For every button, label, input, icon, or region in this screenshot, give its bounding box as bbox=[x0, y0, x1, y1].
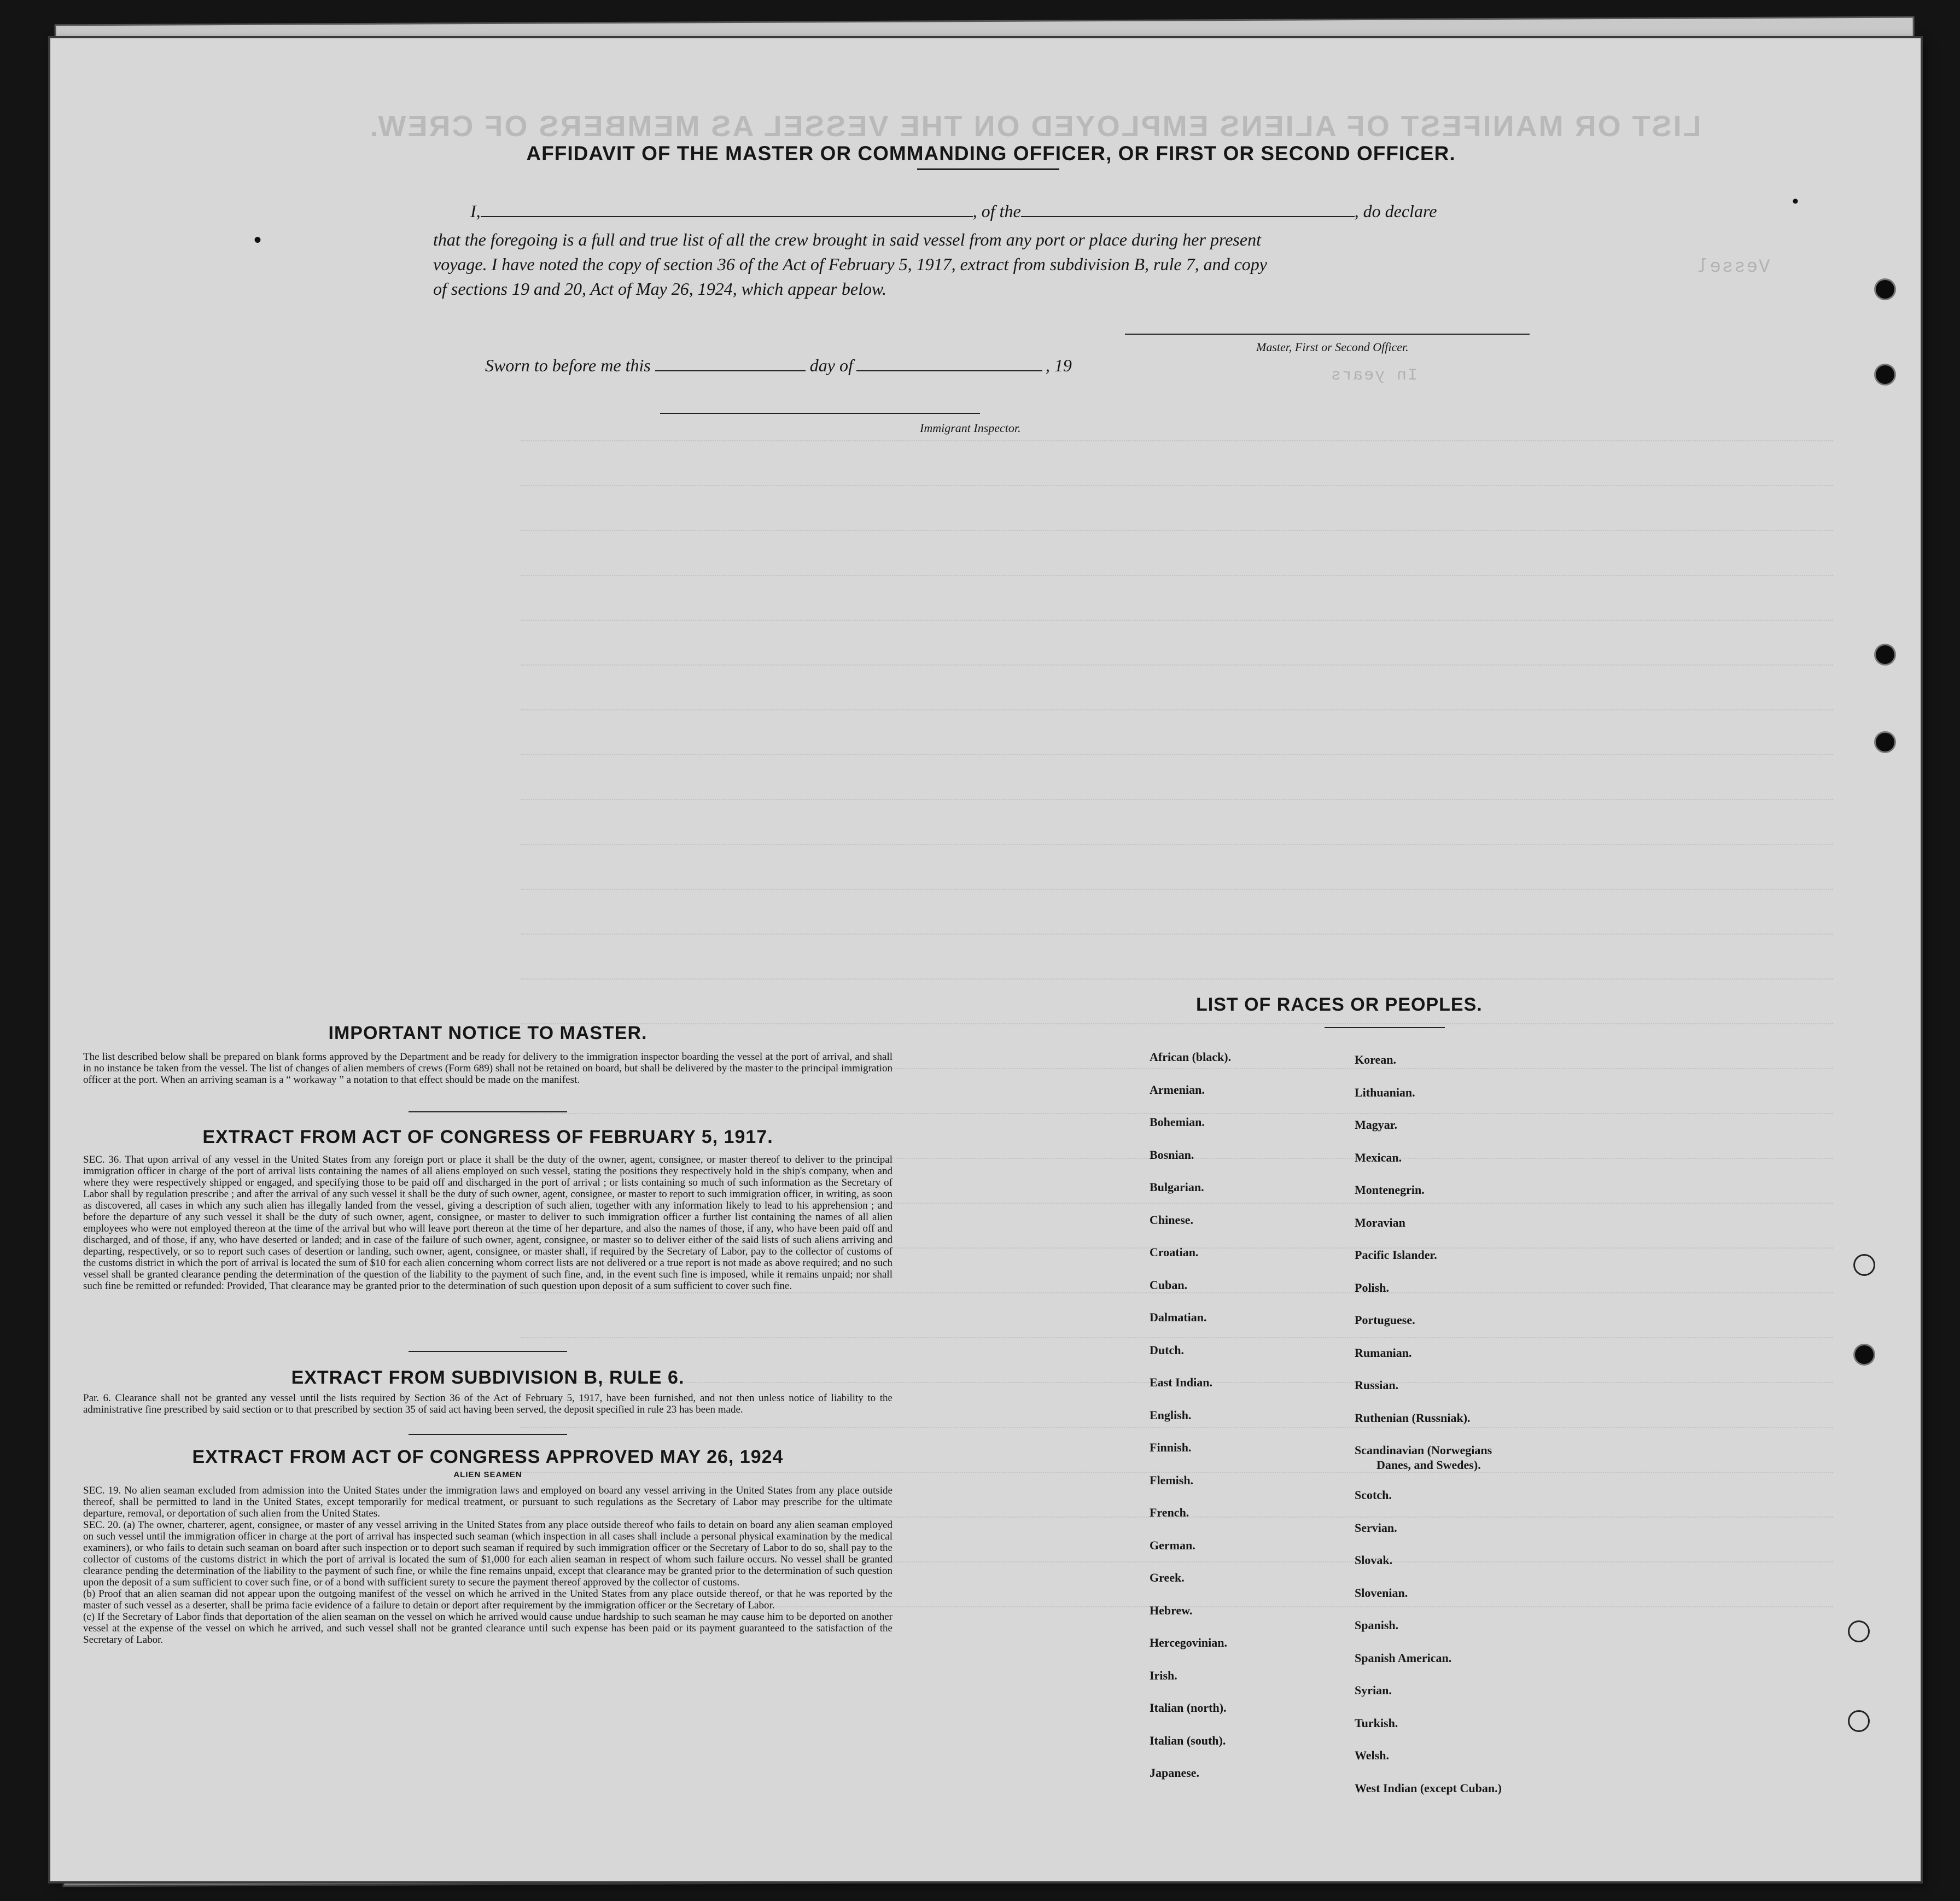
bleed-through-row bbox=[521, 569, 1833, 576]
races-rule bbox=[1325, 1027, 1445, 1028]
subdivision-b-text: Par. 6. Clearance shall not be granted any vessel until the lists required by Section 36 of the Act of February 5, 1917, have been furnished, and not then unless notice of liability to the administrative fine prescribed by said section or to that prescribed by section 35 of said act having been served, the deposit specified in rule 23 has been made. bbox=[83, 1392, 892, 1415]
bleed-through-row bbox=[521, 659, 1833, 666]
race-item: Welsh. bbox=[1355, 1748, 1389, 1763]
race-item: Syrian. bbox=[1355, 1683, 1392, 1698]
bleed-through-years: In years bbox=[1330, 366, 1418, 385]
title-rule bbox=[917, 168, 1059, 170]
race-item: Slovak. bbox=[1355, 1553, 1393, 1567]
i-label: I, bbox=[470, 201, 481, 221]
race-item: Korean. bbox=[1355, 1053, 1396, 1066]
race-item: Spanish. bbox=[1355, 1618, 1399, 1632]
race-item: Portuguese. bbox=[1355, 1313, 1415, 1327]
affidavit-line-3: of sections 19 and 20, Act of May 26, 1924, which appear below. bbox=[433, 279, 886, 299]
affidavit-line-1: that the foregoing is a full and true list of all the crew brought in said vessel from any port or place during her present bbox=[433, 230, 1261, 249]
races-title: LIST OF RACES OR PEOPLES. bbox=[1196, 994, 1483, 1015]
race-item: Ruthenian (Russniak). bbox=[1355, 1410, 1471, 1425]
master-signature-line bbox=[1125, 334, 1530, 335]
sworn-line bbox=[485, 355, 1072, 376]
binder-hole bbox=[1850, 1712, 1868, 1730]
extract-1924-subtitle: ALIEN SEAMEN bbox=[453, 1470, 522, 1479]
extract-1924-body bbox=[83, 1485, 892, 1646]
race-item: Polish. bbox=[1355, 1280, 1389, 1294]
race-item: Japanese. bbox=[1150, 1766, 1200, 1780]
binder-hole bbox=[1850, 1622, 1868, 1641]
inspector-signature-line bbox=[660, 413, 980, 414]
extract-1917-title: EXTRACT FROM ACT OF CONGRESS OF FEBRUARY 5, 1917. bbox=[202, 1127, 773, 1147]
affidavit-declaration-line bbox=[470, 201, 1542, 221]
bleed-through-row bbox=[521, 524, 1833, 531]
race-item: Scandinavian (Norwegians bbox=[1355, 1443, 1492, 1457]
race-item: Italian (south). bbox=[1150, 1733, 1226, 1747]
do-declare-label: , do declare bbox=[1354, 201, 1437, 221]
race-item: Bosnian. bbox=[1150, 1147, 1194, 1162]
race-item: Greek. bbox=[1150, 1571, 1185, 1584]
day-of-label: day of bbox=[809, 355, 853, 375]
sworn-label: Sworn to before me this bbox=[485, 355, 651, 375]
master-signature-label: Master, First or Second Officer. bbox=[1256, 340, 1409, 354]
bleed-through-row bbox=[521, 1332, 1833, 1338]
race-item: East Indian. bbox=[1150, 1375, 1212, 1389]
bleed-through-row bbox=[521, 480, 1833, 486]
bleed-through-row bbox=[521, 794, 1833, 800]
sworn-day-blank bbox=[655, 370, 806, 371]
race-item: Pacific Islander. bbox=[1355, 1248, 1437, 1262]
race-item: West Indian (except Cuban.) bbox=[1355, 1781, 1502, 1795]
race-item: Slovenian. bbox=[1355, 1585, 1408, 1600]
bleed-through-row bbox=[521, 614, 1833, 621]
extract-1924-sec-20c: (c) If the Secretary of Labor finds that deportation of the alien seaman on the vessel on which he arrived would cause undue hardship to such seaman he may cause him to be deported on another vessel at the expense of the vessel on which he arrived, and such vessel shall not be granted clearance until such expense has been paid or its payment guaranteed to the satisfaction of the Secretary of Labor. bbox=[83, 1611, 892, 1646]
notice-text: The list described below shall be prepared on blank forms approved by the Department and be ready for delivery to the immigration inspector boarding the vessel at the port of arrival, and shall in no instance be taken from the vessel. The list of changes of alien members of crews (Form 689) shall not be retained on board, but shall be delivered by the master to the principal immigration officer at the port. When an arriving seaman is a “ workaway ” a notation to that effect should be made on the manifest. bbox=[83, 1051, 892, 1086]
affidavit-body bbox=[433, 228, 1560, 301]
bleed-through-row bbox=[521, 883, 1833, 890]
race-item: Irish. bbox=[1150, 1668, 1177, 1682]
bleed-through-row bbox=[521, 1421, 1833, 1428]
race-item: Magyar. bbox=[1355, 1118, 1398, 1132]
binder-hole bbox=[1876, 365, 1894, 384]
name-blank bbox=[481, 216, 973, 217]
race-item: French. bbox=[1150, 1506, 1189, 1519]
binder-hole bbox=[1855, 1345, 1874, 1364]
ink-mark: • bbox=[254, 228, 262, 252]
bleed-through-row bbox=[521, 704, 1833, 710]
year-label: , 19 bbox=[1045, 355, 1072, 375]
subdivision-b-title: EXTRACT FROM SUBDIVISION B, RULE 6. bbox=[291, 1367, 685, 1388]
bleed-through-row bbox=[521, 838, 1833, 845]
race-item: Cuban. bbox=[1150, 1278, 1188, 1292]
race-item: Chinese. bbox=[1150, 1212, 1194, 1227]
binder-hole bbox=[1876, 280, 1894, 299]
race-item: African (black). bbox=[1150, 1050, 1232, 1064]
bleed-through-row bbox=[521, 749, 1833, 755]
race-item: Bulgarian. bbox=[1150, 1180, 1204, 1194]
race-item: Spanish American. bbox=[1355, 1651, 1452, 1665]
race-item: Rumanian. bbox=[1355, 1345, 1412, 1360]
bleed-through-row bbox=[521, 973, 1833, 979]
race-item: Armenian. bbox=[1150, 1082, 1205, 1097]
affidavit-title: AFFIDAVIT OF THE MASTER OR COMMANDING OFFICER, OR FIRST OR SECOND OFFICER. bbox=[526, 142, 1456, 165]
race-item: Servian. bbox=[1355, 1520, 1397, 1535]
race-item: Turkish. bbox=[1355, 1716, 1398, 1730]
race-item: Flemish. bbox=[1150, 1473, 1194, 1487]
extract-1917-text: SEC. 36. That upon arrival of any vessel in the United States from any foreign port or place it shall be the duty of the owner, agent, consignee, or master thereof to deliver to the principal immigration officer in charge of the port of arrival lists containing the names of all aliens employed on such vessel, stating the positions they respectively hold in the ship's company, when and where they were respectively shipped or engaged, and specifying those to be paid off and discharged in the port of arrival ; or lists containing so much of such information as the Secretary of Labor shall by regulation prescribe ; and after the arrival of any such vessel it shall be the duty of such owner, agent, consignee, or master to report to such immigration officer, in writing, as soon as discovered, all cases in which any such alien has illegally landed from the vessel, giving a description of such alien, together with any information likely to lead to his apprehension ; and before the departure of any such vessel it shall be the duty of such owner, agent, consignee, or master to deliver to such immigration officer a further list containing the names of all alien employees who were not employed thereon at the time of the arrival but who will leave port thereon at the time of her departure, and also the names of those, if any, who have been paid off and discharged, and of those, if any, who have deserted or landed; and in case of the failure of such owner, agent, consignee, or master so to deliver either of the said lists of such aliens arriving and departing, respectively, or so to report such cases of desertion or landing, such owner, agent, consignee, or master shall, if required by the Secretary of Labor, pay to the collector of customs of the customs district in which the port of arrival is located the sum of $10 for each alien concerning whom correct lists are not delivered or a true report is not made as above required; and no such vessel shall be granted clearance pending the determination of the question of the liability to the payment of such fine, and, in the event such fine is imposed, while it remains unpaid; nor shall such fine be remitted or refunded: Provided, That clearance may be granted prior to the determination of such question upon deposit of a sum sufficient to cover such fine. bbox=[83, 1154, 892, 1292]
race-item: Dalmatian. bbox=[1150, 1310, 1207, 1324]
vessel-blank bbox=[1021, 216, 1355, 217]
binder-hole bbox=[1876, 733, 1894, 751]
race-item: Scotch. bbox=[1355, 1488, 1392, 1502]
bleed-through-row bbox=[521, 1107, 1833, 1114]
extract-1924-sec-19: SEC. 19. No alien seaman excluded from admission into the United States under the immigration laws and employed on board any vessel arriving in the United States from any place outside thereof, shall be permitted to land in the United States, except temporarily for medical treatment, or pursuant to such regulations as the Secretary of Labor may prescribe for the ultimate departure, removal, or deportation of such alien from the United States. bbox=[83, 1485, 892, 1519]
race-item: English. bbox=[1150, 1408, 1192, 1422]
subdivision-b-rule bbox=[409, 1434, 567, 1435]
race-item: Moravian bbox=[1355, 1215, 1405, 1229]
ink-mark: • bbox=[1792, 191, 1799, 212]
extract-1924-sec-20b: (b) Proof that an alien seaman did not appear upon the outgoing manifest of the vessel on which he arrived in the United States from any place outside thereof, or that he was reported by the master of such vessel as a deserter, shall be prima facie evidence of a failure to detain or deport after requirement by the immigration officer or the Secretary of Labor. bbox=[83, 1588, 892, 1611]
of-the-label: , of the bbox=[972, 201, 1021, 221]
bleed-through-row bbox=[521, 435, 1833, 441]
notice-title: IMPORTANT NOTICE TO MASTER. bbox=[328, 1023, 648, 1043]
race-item: Montenegrin. bbox=[1355, 1183, 1425, 1197]
race-item: Hebrew. bbox=[1150, 1603, 1193, 1617]
race-item: Italian (north). bbox=[1150, 1701, 1227, 1715]
extract-1924-title: EXTRACT FROM ACT OF CONGRESS APPROVED MAY 26, 1924 bbox=[192, 1447, 784, 1467]
race-item: Croatian. bbox=[1150, 1245, 1199, 1259]
race-item: Dutch. bbox=[1150, 1343, 1184, 1357]
extract-1924-sec-20a: SEC. 20. (a) The owner, charterer, agent, consignee, or master of any vessel arriving in the United States from any place outside thereof who fails to detain on board any alien seaman employed on such vessel until the immigration officer in charge at the port of arrival has inspected such seaman (which inspection in all cases shall include a personal physical examination by the medical examiners), or who fails to detain such seaman on board after such inspection or to deport such seaman if required by such immigration officer or the Secretary of Labor to do so, shall pay to the collector of customs of the customs district in which the port of arrival is located the sum of $1,000 for each alien seaman in respect of whom such failure occurs. No vessel shall be granted clearance pending the determination of the liability to the payment of such fine, or while the fine remains unpaid, except that clearance may be granted prior to the determination of such question upon the deposit of a sum sufficient to cover such fine, or of a bond with sufficient surety to secure the payment thereof approved by the collector of customs. bbox=[83, 1519, 892, 1588]
binder-hole bbox=[1855, 1256, 1874, 1274]
binder-hole bbox=[1876, 645, 1894, 664]
extract-1917-rule bbox=[409, 1351, 567, 1352]
race-item: Mexican. bbox=[1355, 1150, 1402, 1164]
race-item: Russian. bbox=[1355, 1378, 1399, 1392]
bleed-through-title: LIST OR MANIFEST OF ALIENS EMPLOYED ON THE VESSEL AS MEMBERS OF CREW. bbox=[368, 110, 1701, 143]
inspector-signature-label: Immigrant Inspector. bbox=[920, 421, 1021, 435]
race-item: Bohemian. bbox=[1150, 1115, 1205, 1129]
affidavit-line-2: voyage. I have noted the copy of section 36 of the Act of February 5, 1917, extract from subdivision B, rule 7, and copy bbox=[433, 254, 1267, 274]
race-item: Finnish. bbox=[1150, 1441, 1192, 1454]
race-item: Lithuanian. bbox=[1355, 1085, 1415, 1099]
bleed-through-vessel: Vessel bbox=[1696, 257, 1770, 278]
bleed-through-row bbox=[521, 928, 1833, 935]
race-item: German. bbox=[1150, 1538, 1195, 1552]
sworn-month-blank bbox=[856, 370, 1042, 371]
race-item: Danes, and Swedes). bbox=[1376, 1457, 1481, 1472]
notice-rule bbox=[409, 1111, 567, 1112]
manifest-page bbox=[50, 38, 1921, 1881]
race-item: Hercegovinian. bbox=[1150, 1636, 1227, 1649]
